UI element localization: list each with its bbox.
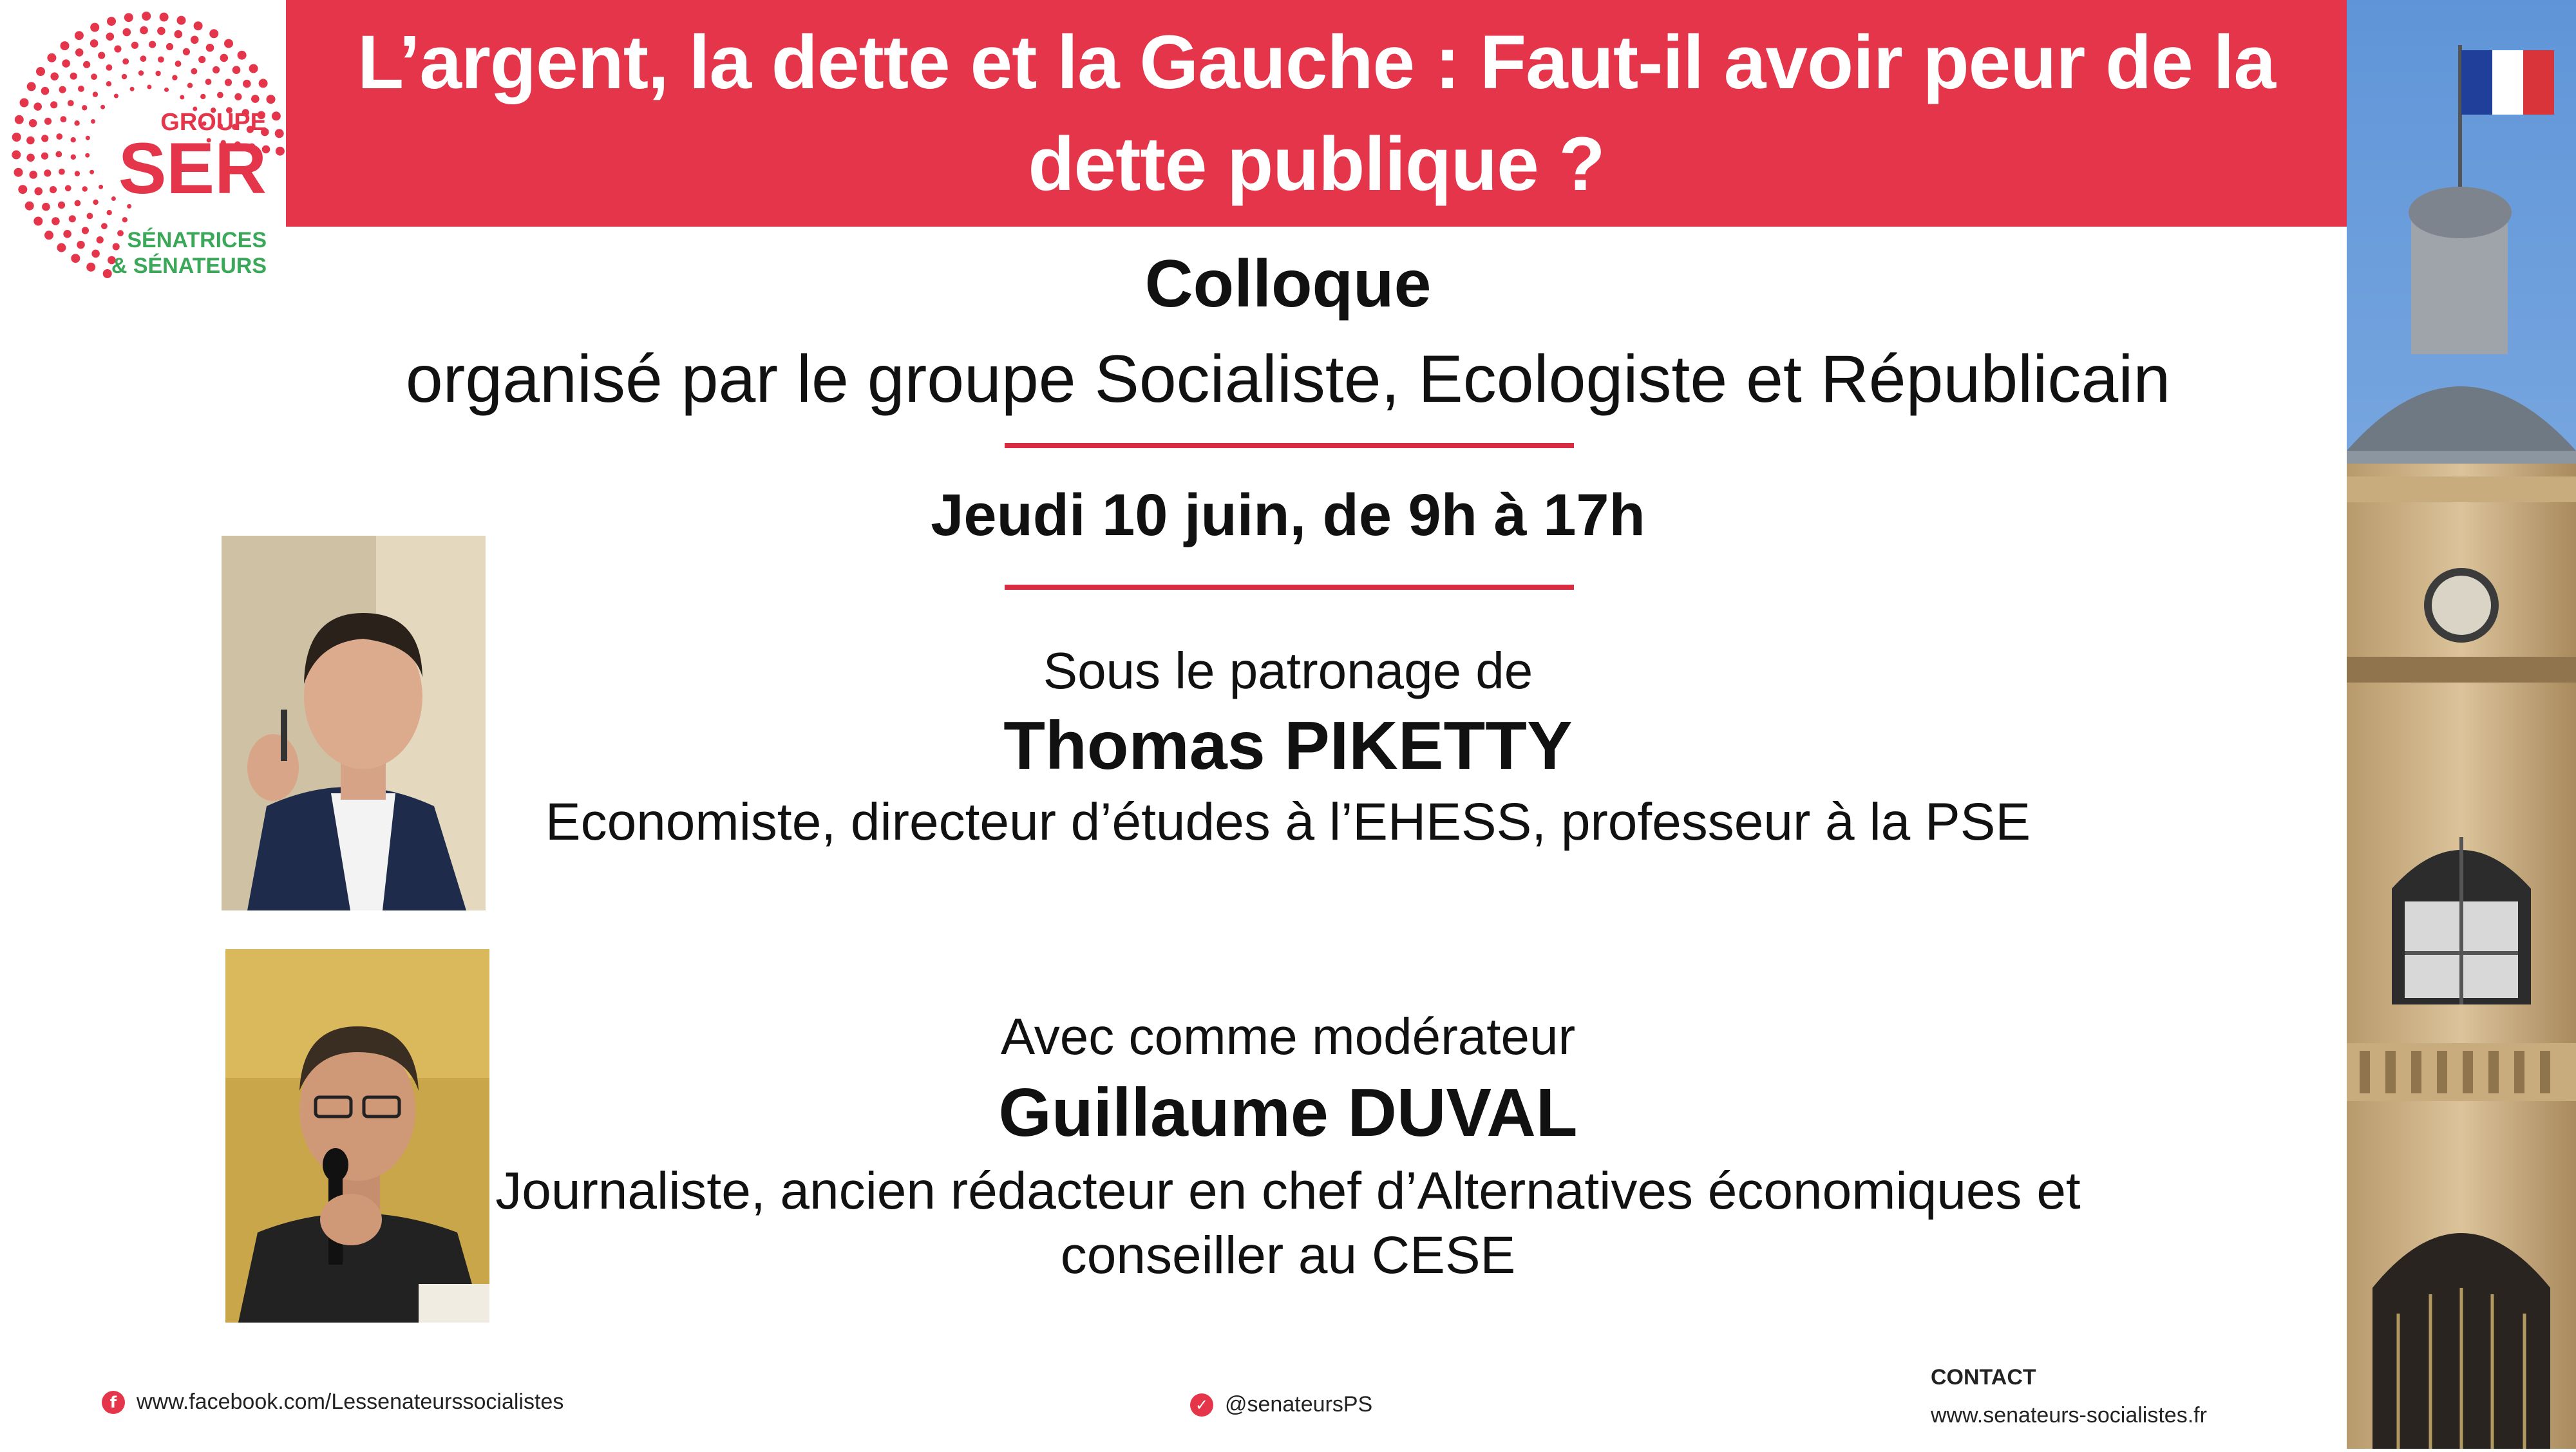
logo-dot [93,91,98,97]
logo-dot [175,30,183,39]
logo-dot [194,21,203,30]
logo-dot [12,133,21,142]
logo-dot [140,55,147,62]
logo-dot [65,185,71,191]
groupe-ser-logo [0,0,286,286]
logo-dot [180,95,184,100]
logo-dot [36,67,45,76]
logo-dot [58,202,65,209]
event-date: Jeudi 10 juin, de 9h à 17h [931,482,1645,548]
logo-dot [29,171,37,179]
speaker2-title-line1: Journaliste, ancien rédacteur en chef d’Alternatives économiques et [495,1162,2081,1220]
logo-dot [75,31,84,40]
logo-dot [62,59,70,68]
logo-dot [44,118,52,125]
contact-block [1931,1365,2207,1428]
logo-dot [187,83,193,88]
logo-dot [12,150,21,159]
logo-dot [82,186,88,191]
logo-dot [71,137,76,142]
contact-label: CONTACT [1931,1365,2036,1390]
logo-dot [164,88,169,92]
speaker1-name: Thomas PIKETTY [1003,708,1573,784]
logo-dot [33,217,43,226]
logo-dot [75,200,81,207]
logo-dot [198,56,205,63]
logo-dot [93,200,98,205]
logo-dot [87,213,93,220]
logo-dot [44,231,53,240]
logo-dot [50,101,57,108]
logo-dot [57,243,66,252]
logo-dot [50,186,57,193]
logo-dot [42,203,50,211]
logo-dot [149,41,156,48]
logo-dot [234,93,242,100]
logo-dot [259,79,268,88]
speaker2-title-line2: conseiller au CESE [1060,1226,1516,1285]
logo-dot [107,210,112,215]
logo-dot [107,17,116,26]
twitter-link[interactable] [1190,1392,1372,1417]
logo-dot [47,53,56,62]
logo-dot [91,73,97,80]
logo-graphic [0,0,286,286]
logo-dot [25,202,34,211]
logo-dot [217,92,223,99]
logo-dot [50,72,59,80]
logo-dot [172,75,177,80]
logo-dot [160,13,169,22]
logo-dot [100,105,105,109]
logo-dot [74,120,79,126]
facebook-icon: f [102,1391,125,1414]
speaker1-title: Economiste, directeur d’études à l’EHESS, professeur à la PSE [545,793,2031,851]
logo-dot [123,28,131,37]
logo-dot [33,102,42,111]
logo-dot [113,243,120,250]
logo-ser-label: SER [118,128,267,209]
logo-dot [275,129,284,138]
logo-dot [59,169,65,175]
facebook-url: www.facebook.com/Lessenateurssocialistes [137,1390,564,1414]
logo-dot [147,85,151,90]
logo-dot [75,171,80,176]
logo-dot [142,12,151,21]
logo-dot [86,136,90,140]
logo-dot [34,187,43,196]
logo-dot [206,44,214,52]
logo-senateurs-label: & SÉNATEURS [111,254,267,278]
logo-dot [83,61,90,68]
logo-dot [106,81,111,86]
logo-dot [69,215,76,222]
speaker1-portrait [222,536,486,910]
logo-dot [157,27,166,35]
logo-dot [232,66,241,74]
logo-dot [138,70,144,75]
logo-dot [249,64,258,73]
logo-dot [209,29,218,38]
logo-dot [140,26,148,35]
logo-dot [75,48,84,57]
twitter-handle: @senateursPS [1225,1392,1373,1417]
logo-dot [191,36,199,44]
logo-dot [86,263,95,272]
speaker2-photo [225,949,489,1323]
logo-dot [122,59,129,65]
logo-dot [114,45,121,52]
logo-dot [97,236,104,243]
speaker2-portrait [225,949,489,1323]
logo-dot [225,79,232,86]
logo-dot [91,119,95,124]
logo-dot [103,269,112,278]
logo-dot [90,170,94,174]
logo-dot [177,16,186,25]
contact-url[interactable]: www.senateurs-socialistes.fr [1931,1403,2207,1428]
logo-dot [220,54,229,62]
logo-dot [251,95,260,103]
facebook-link[interactable] [102,1390,564,1415]
logo-dot [41,135,48,142]
logo-dot [26,137,35,145]
logo-dot [68,100,74,106]
logo-dot [191,68,198,75]
speaker1-intro: Sous le patronage de [1043,642,1533,699]
logo-dot [14,168,23,177]
logo-dot [20,99,29,108]
logo-dot [122,74,127,79]
logo-dot [63,230,71,238]
logo-dot [44,169,51,176]
logo-dot [15,115,24,124]
logo-dot [26,154,35,162]
logo-dot [238,51,247,60]
logo-dot [56,133,62,140]
logo-dot [224,39,233,48]
logo-dot [243,80,251,88]
divider [1005,585,1574,590]
logo-dot [77,241,85,249]
speaker2-title [451,1159,2125,1288]
logo-dot [18,185,27,194]
event-type: Colloque [1144,247,1432,321]
logo-dot [111,196,116,201]
logo-dot [272,111,281,120]
logo-dot [267,95,276,104]
logo-dot [106,33,115,41]
logo-dot [101,223,108,229]
logo-dot [61,41,70,50]
building-illustration [2347,0,2576,1449]
divider [1005,443,1574,448]
logo-dot [158,57,164,63]
logo-dot [78,86,84,92]
logo-dot [29,119,37,127]
logo-dot [91,250,100,258]
logo-dot [82,105,87,110]
logo-dot [155,71,160,76]
speaker2-intro: Avec comme modérateur [1000,1008,1576,1065]
logo-dot [59,86,66,93]
logo-dot [175,61,182,67]
logo-dot [117,230,124,236]
speaker2-name: Guillaume DUVAL [998,1075,1578,1151]
logo-dot [124,13,133,22]
logo-dot [130,87,135,91]
logo-dot [70,73,77,80]
logo-dot [90,23,99,32]
logo-dot [98,52,105,59]
logo-dot [183,48,190,55]
logo-dot [106,64,113,71]
logo-dot [205,79,212,85]
logo-dot [276,147,285,156]
logo-dot [71,155,76,160]
logo-dot [200,94,205,99]
logo-dot [27,82,36,91]
logo-dot [213,66,220,73]
logo-group-label: GROUPE [160,109,267,136]
logo-dot [90,39,99,48]
logo-dot [61,116,67,122]
logo-dot [114,94,118,99]
logo-dot [122,217,128,222]
logo-dot [131,42,138,49]
title-banner [286,0,2347,227]
logo-dot [41,153,48,160]
logo-dot [82,227,89,234]
logo-dot [166,43,173,50]
logo-dot [99,185,103,189]
logo-dot [55,151,62,158]
logo-dot [41,87,50,95]
senate-building-image [2347,0,2576,1449]
speaker1-photo [222,536,486,910]
event-title: L’argent, la dette et la Gauche : Faut-il avoir peur de la dette publique ? [357,20,2275,207]
logo-senatrices-label: SÉNATRICES [127,228,267,252]
twitter-icon: ✓ [1190,1393,1213,1417]
logo-dot [85,153,90,158]
event-organizer: organisé par le groupe Socialiste, Ecologiste et Républicain [405,342,2171,417]
logo-dot [71,254,80,263]
logo-dot [52,217,60,225]
